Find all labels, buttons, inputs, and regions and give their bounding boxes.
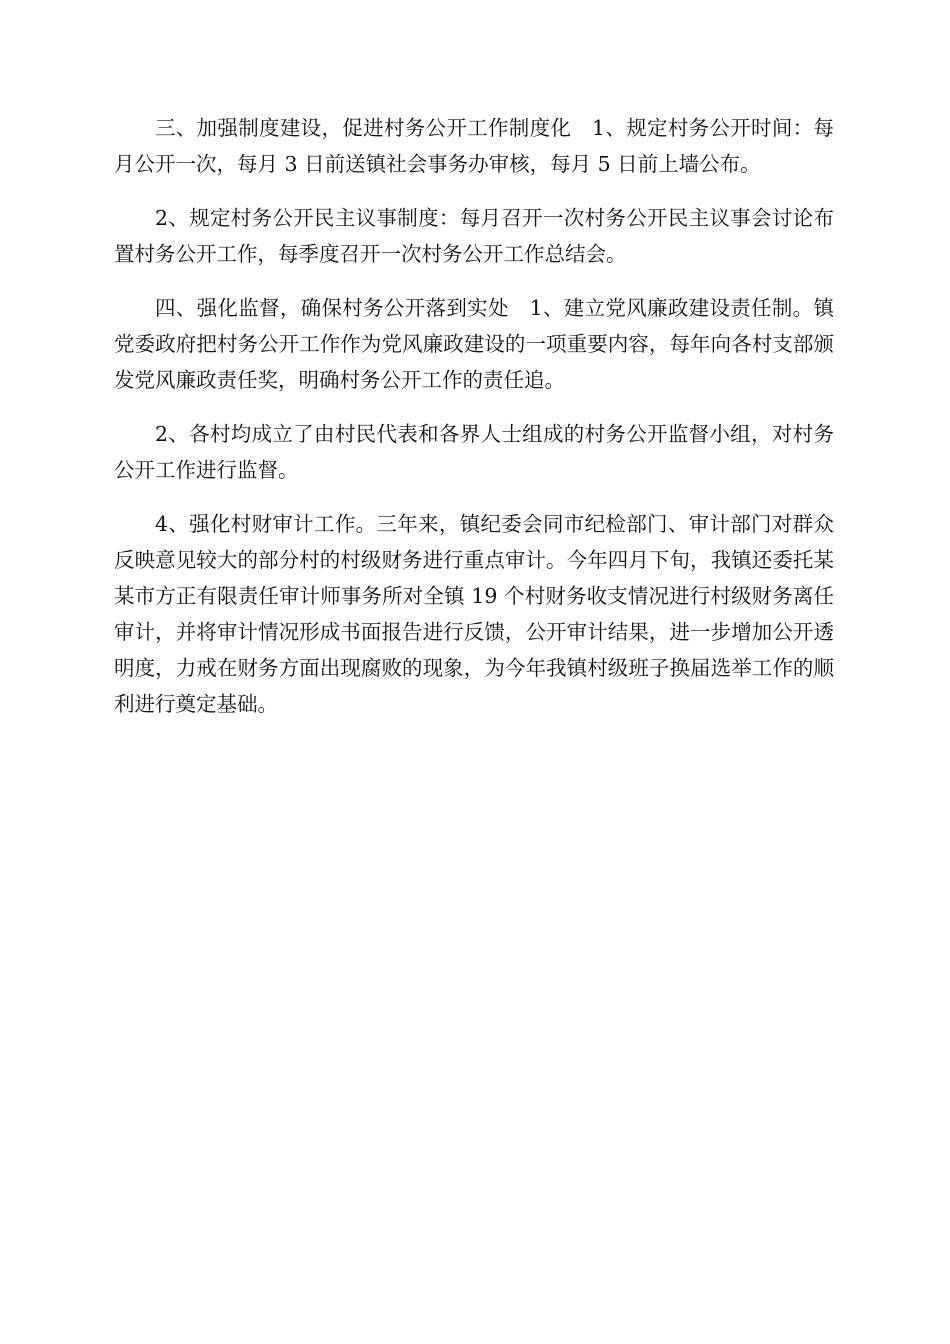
- document-body: [114, 110, 834, 740]
- paragraph-system-building: 三、加强制度建设，促进村务公开工作制度化 1、规定村务公开时间：每月公开一次，每月 3 日前送镇社会事务办审核，每月 5 日前上墙公布。: [114, 116, 834, 176]
- paragraph-financial-audit: 4、强化村财审计工作。三年来，镇纪委会同市纪检部门、审计部门对群众反映意见较大的部分村的村级财务进行重点审计。今年四月下旬，我镇还委托某某市方正有限责任审计师事务所对全镇 19 个村财务收支情况进行村级财务离任审计，并将审计情况形成书面报告进行反馈，公开审计结果，进一步增加公开透明度，力戒在财务方面出现腐败的现象，为今年我镇村级班子换届选举工作的顺利进行奠定基础。: [114, 512, 834, 716]
- paragraph-democratic-discussion: 2、规定村务公开民主议事制度：每月召开一次村务公开民主议事会讨论布置村务公开工作，每季度召开一次村务公开工作总结会。: [114, 206, 834, 266]
- paragraph-supervision: 四、强化监督，确保村务公开落到实处 1、建立党风廉政建设责任制。镇党委政府把村务公开工作作为党风廉政建设的一项重要内容，每年向各村支部颁发党风廉政责任奖，明确村务公开工作的责任追。: [114, 296, 834, 392]
- paragraph-supervision-group: 2、各村均成立了由村民代表和各界人士组成的村务公开监督小组，对村务公开工作进行监督。: [114, 422, 834, 482]
